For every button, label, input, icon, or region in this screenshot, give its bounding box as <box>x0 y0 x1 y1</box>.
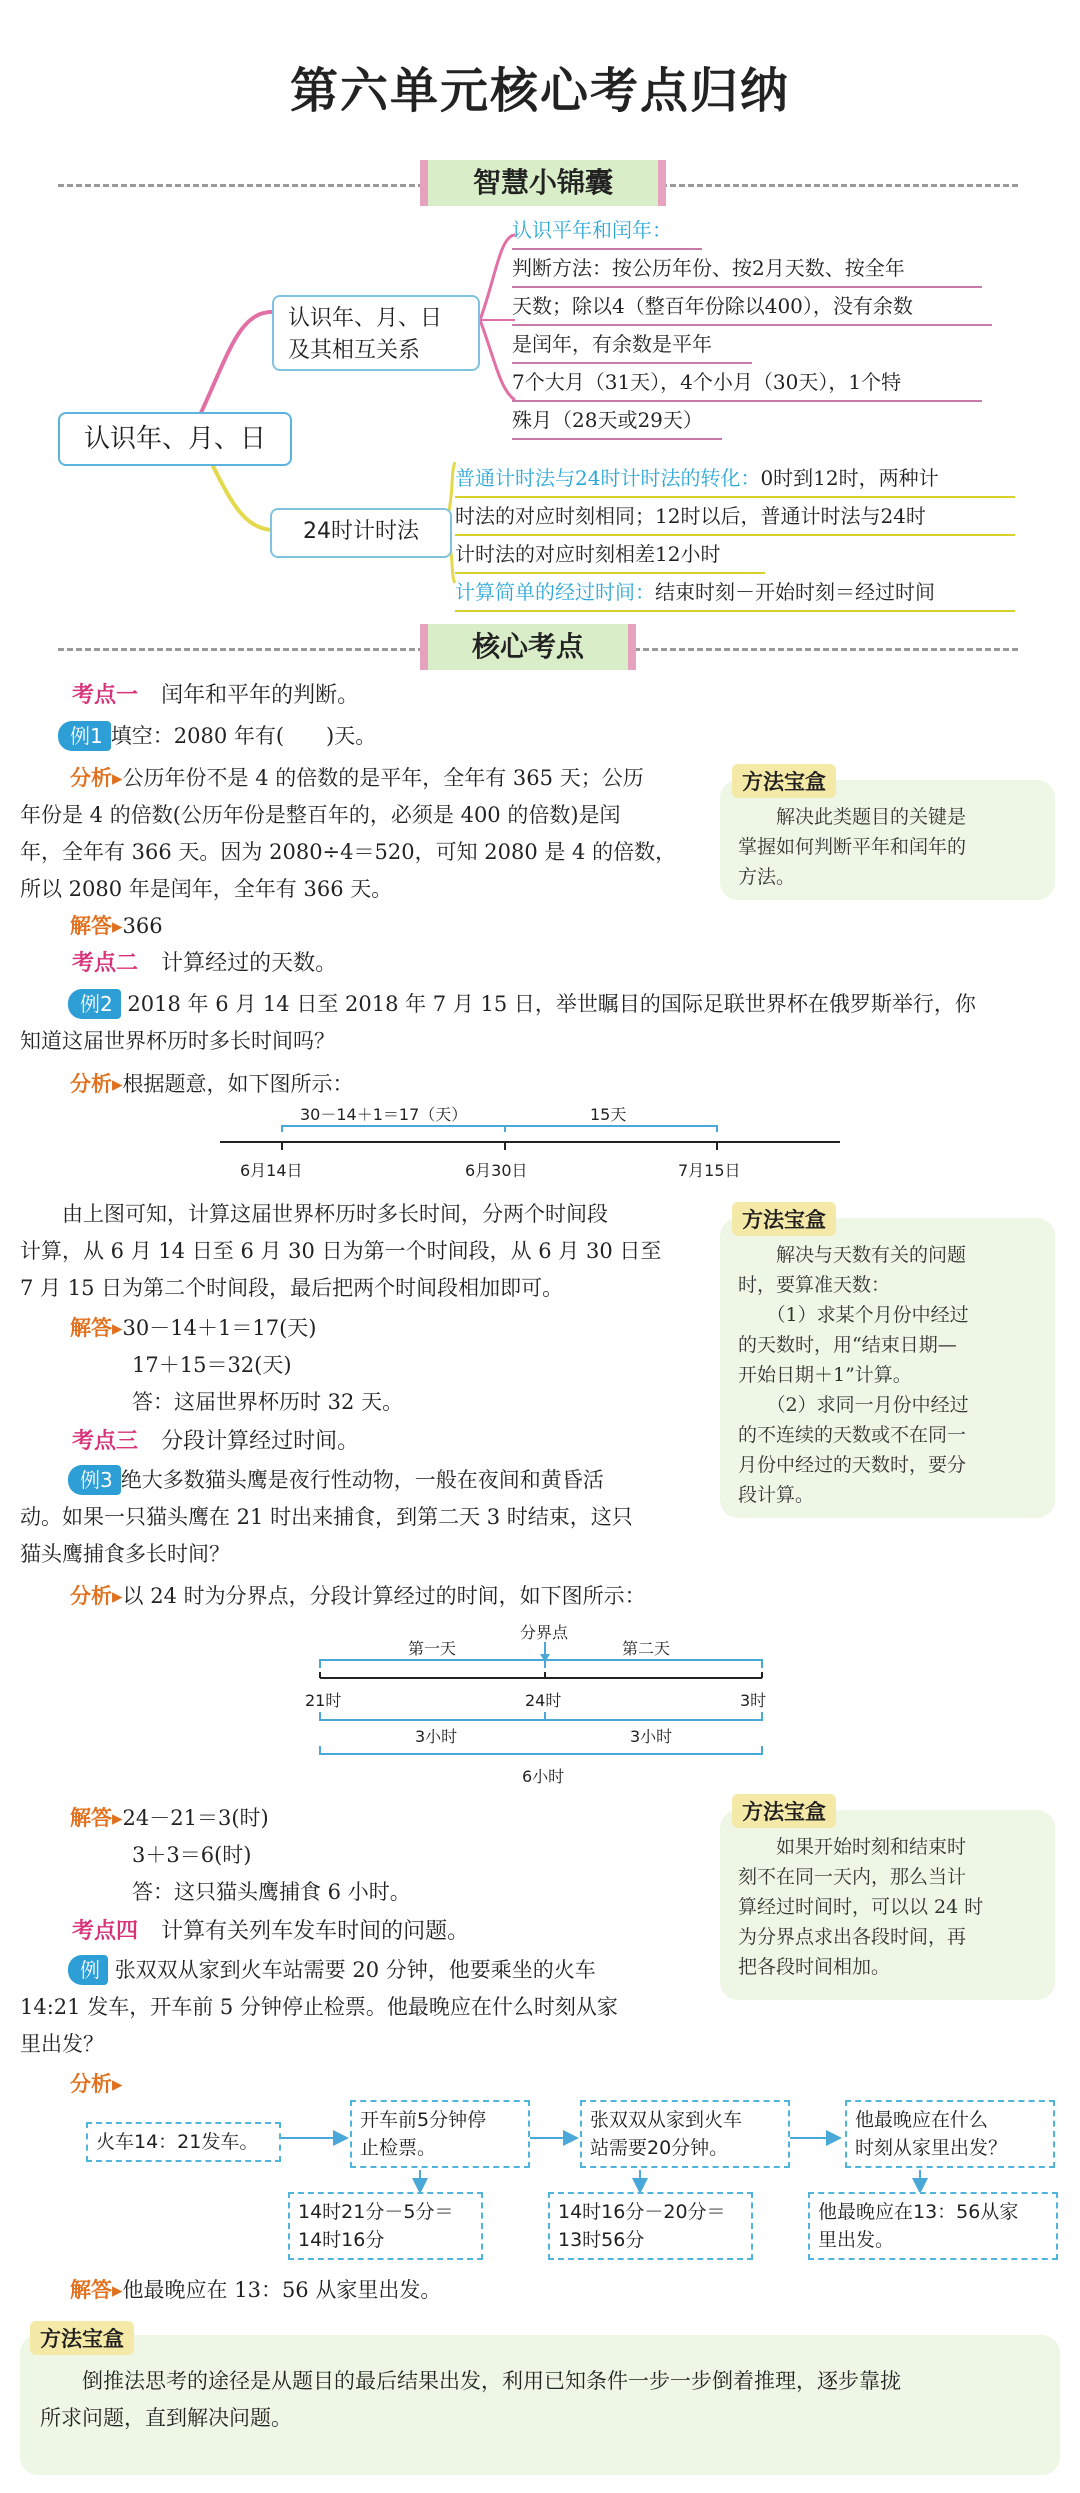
analysis-label: 分析▸ <box>70 1072 123 1096</box>
mindmap-root: 认识年、月、日 <box>58 412 292 466</box>
note-line: 是闰年，有余数是平年 <box>512 326 752 364</box>
tick-label: 6月14日 <box>240 1161 303 1180</box>
flow-step-text: 火车14：21发车。 <box>96 2131 259 2153</box>
analysis-2-head <box>70 1066 354 1103</box>
flow-calc-text: 14时16分－20分＝ 13时56分 <box>558 2201 726 2251</box>
method-line: 所求问题，直到解决问题。 <box>40 2406 292 2430</box>
example-line: 14:21 发车，开车前 5 分钟停止检票。他最晚应在什么时刻从家 <box>20 1995 618 2019</box>
answer-text: 366 <box>122 914 163 938</box>
method-line: 刻不在同一天内，那么当计 <box>738 1866 967 1888</box>
note-text: 计时法的对应时刻相差12小时 <box>455 542 721 566</box>
example-text: 填空：2080 年有( )天。 <box>110 724 377 748</box>
method-box-1 <box>720 770 1055 900</box>
answer-line: 答：这届世界杯历时 32 天。 <box>132 1390 404 1414</box>
answer-line: 24－21＝3(时) <box>122 1806 269 1830</box>
analysis-text: 以 24 时为分界点，分段计算经过的时间，如下图所示： <box>122 1584 646 1608</box>
example-line: 动。如果一只猫头鹰在 21 时出来捕食，到第二天 3 时结束，这只 <box>20 1505 633 1529</box>
tick-label: 24时 <box>525 1691 562 1710</box>
analysis-line: 公历年份不是 4 的倍数的是平年，全年有 365 天；公历 <box>122 766 644 790</box>
flow-step <box>845 2100 1055 2168</box>
answer-line: 30－14＋1＝17(天) <box>122 1316 317 1340</box>
method-box-3 <box>720 1800 1055 2000</box>
analysis-line: 年，全年有 366 天。因为 2080÷4＝520，可知 2080 是 4 的倍数， <box>20 840 677 864</box>
kaodian-label: 考点三 <box>72 1429 139 1454</box>
analysis-label: 分析▸ <box>70 766 123 790</box>
method-line: 段计算。 <box>738 1484 815 1506</box>
method-line: 的天数时，用“结束日期— <box>738 1334 957 1356</box>
section-banner-tips: 智慧小锦囊 <box>420 160 666 206</box>
note-text: 结束时刻－开始时刻＝经过时间 <box>655 580 935 604</box>
answer-2 <box>70 1310 403 1421</box>
answer-line: 3＋3＝6(时) <box>132 1843 252 1867</box>
explain-line: 计算，从 6 月 14 日至 6 月 30 日为第一个时间段，从 6 月 30 日至 <box>20 1239 662 1263</box>
flow-calc-text: 他最晚应在13：56从家 里出发。 <box>818 2201 1019 2251</box>
flow-calc-text: 14时21分－5分＝ 14时16分 <box>298 2201 454 2251</box>
analysis-label: 分析▸ <box>70 2072 123 2096</box>
span-label: 3小时 <box>415 1727 458 1746</box>
split-label: 分界点 <box>520 1623 569 1642</box>
flow-step-text: 他最晚应在什么 时刻从家里出发？ <box>855 2109 1008 2159</box>
kaodian-4-heading <box>72 1914 469 1945</box>
example-2 <box>20 986 1060 1060</box>
mindmap-branch-ymd <box>272 295 480 371</box>
flow-step-text: 开车前5分钟停 止检票。 <box>360 2109 487 2159</box>
flow-step <box>350 2100 530 2168</box>
kaodian-text: 闰年和平年的判断。 <box>161 683 360 708</box>
method-title: 方法宝盒 <box>30 2321 134 2355</box>
answer-line: 答：这只猫头鹰捕食 6 小时。 <box>132 1880 411 1904</box>
method-title: 方法宝盒 <box>732 764 836 798</box>
example-badge: 例1 <box>58 721 111 751</box>
method-box-4 <box>20 2327 1060 2475</box>
segment-label: 30－14＋1＝17（天） <box>300 1105 468 1124</box>
example-badge: 例 <box>68 1955 108 1985</box>
day-label: 第二天 <box>622 1639 671 1658</box>
example-line: 2018 年 6 月 14 日至 2018 年 7 月 15 日，举世瞩目的国际足联世界杯在俄罗斯举行，你 <box>127 992 976 1016</box>
note-line: 7个大月（31天），4个小月（30天），1个特 <box>512 364 982 402</box>
example-line: 猫头鹰捕食多长时间？ <box>20 1542 230 1566</box>
section-banner-core: 核心考点 <box>420 624 636 670</box>
method-line: （2）求同一月份中经过 <box>738 1394 969 1416</box>
note-line: 判断方法：按公历年份、按2月天数、按全年 <box>512 250 982 288</box>
method-title: 方法宝盒 <box>732 1202 836 1236</box>
kaodian-text: 计算有关列车发车时间的问题。 <box>161 1919 470 1944</box>
flow-step-text: 张双双从家到火车 站需要20分钟。 <box>590 2109 743 2159</box>
example-4 <box>20 1952 710 2063</box>
tick-label: 3时 <box>740 1691 767 1710</box>
method-line: 算经过时间时，可以以 24 时 <box>738 1896 984 1918</box>
flow-calc <box>288 2192 483 2260</box>
analysis-text: 根据题意，如下图所示： <box>122 1072 354 1096</box>
explain-line: 7 月 15 日为第二个时间段，最后把两个时间段相加即可。 <box>20 1276 564 1300</box>
flow-step <box>580 2100 790 2168</box>
answer-3 <box>70 1800 411 1911</box>
example-line: 张双双从家到火车站需要 20 分钟，他要乘坐的火车 <box>114 1958 596 1982</box>
kaodian-label: 考点二 <box>72 951 139 976</box>
method-line: 方法。 <box>738 866 796 888</box>
flow-calc <box>548 2192 753 2260</box>
method-line: 的不连续的天数或不在同一 <box>738 1424 967 1446</box>
answer-label: 解答▸ <box>70 2278 123 2302</box>
days-diagram <box>0 1100 1080 1180</box>
answer-label: 解答▸ <box>70 914 123 938</box>
answer-line: 17＋15＝32(天) <box>132 1353 292 1377</box>
note-text: 时法的对应时刻相同；12时以后，普通计时法与24时 <box>455 504 926 528</box>
note-line: 天数；除以4（整百年份除以400），没有余数 <box>512 288 992 326</box>
kaodian-2-heading <box>72 946 337 977</box>
span-label: 3小时 <box>630 1727 673 1746</box>
method-line: 如果开始时刻和结束时 <box>738 1836 967 1858</box>
example-3 <box>20 1462 710 1573</box>
flow-step <box>86 2122 281 2162</box>
answer-1 <box>70 908 163 945</box>
method-line: 把各段时间相加。 <box>738 1956 891 1978</box>
mindmap-branch-24h: 24时计时法 <box>270 508 452 558</box>
method-line: 月份中经过的天数时，要分 <box>738 1454 967 1476</box>
kaodian-text: 计算经过的天数。 <box>161 951 338 976</box>
flow-calc <box>808 2192 1058 2260</box>
answer-label: 解答▸ <box>70 1806 123 1830</box>
note-line: 殊月（28天或29天） <box>512 402 722 440</box>
method-line: 开始日期＋1”计算。 <box>738 1364 912 1386</box>
span-label: 6小时 <box>522 1767 565 1786</box>
tick-label: 21时 <box>305 1691 342 1710</box>
method-line: 解决与天数有关的问题 <box>738 1244 967 1266</box>
method-line: （1）求某个月份中经过 <box>738 1304 969 1326</box>
branch-line: 及其相互关系 <box>288 338 421 363</box>
page-title: 第六单元核心考点归纳 <box>289 63 790 119</box>
analysis-1 <box>20 760 700 908</box>
analysis-line: 所以 2080 年是闰年，全年有 366 天。 <box>20 877 393 901</box>
example-1 <box>58 718 376 755</box>
segment-label: 15天 <box>590 1105 627 1124</box>
method-line: 为分界点求出各段时间，再 <box>738 1926 967 1948</box>
method-line: 解决此类题目的关键是 <box>738 806 967 828</box>
analysis-3-head <box>70 1578 646 1615</box>
analysis-label: 分析▸ <box>70 1584 123 1608</box>
note-text: 0时到12时，两种计 <box>760 466 939 490</box>
kaodian-3-heading <box>72 1424 359 1455</box>
tick-label: 7月15日 <box>678 1161 741 1180</box>
method-line: 时，要算准天数： <box>738 1274 891 1296</box>
kaodian-text: 分段计算经过时间。 <box>161 1429 360 1454</box>
tick-label: 6月30日 <box>465 1161 528 1180</box>
note-line: 认识平年和闰年： <box>512 212 702 250</box>
method-line: 倒推法思考的途径是从题目的最后结果出发，利用已知条件一步一步倒着推理，逐步靠拢 <box>40 2369 901 2393</box>
kaodian-1-heading <box>72 678 359 709</box>
method-line: 掌握如何判断平年和闰年的 <box>738 836 967 858</box>
branch-line: 认识年、月、日 <box>288 306 443 331</box>
answer-label: 解答▸ <box>70 1316 123 1340</box>
note-blue: 普通计时法与24时计时法的转化： <box>455 466 761 490</box>
analysis-line: 年份是 4 的倍数(公历年份是整百年的，必须是 400 的倍数)是闰 <box>20 803 621 827</box>
example-line: 绝大多数猫头鹰是夜行性动物，一般在夜间和黄昏活 <box>120 1468 604 1492</box>
day-label: 第一天 <box>408 1639 457 1658</box>
answer-4 <box>70 2272 441 2309</box>
answer-text: 他最晚应在 13：56 从家里出发。 <box>122 2278 442 2302</box>
example-line: 里出发？ <box>20 2032 104 2056</box>
explain-line: 由上图可知，计算这届世界杯历时多长时间，分两个时间段 <box>20 1202 608 1226</box>
mindmap-ymd-notes <box>512 212 992 440</box>
kaodian-label: 考点一 <box>72 683 139 708</box>
method-box-2 <box>720 1208 1055 1518</box>
explain-2 <box>20 1196 710 1307</box>
example-badge: 例2 <box>68 989 121 1019</box>
example-line: 知道这届世界杯历时多长时间吗？ <box>20 1029 335 1053</box>
method-title: 方法宝盒 <box>732 1794 836 1828</box>
note-blue: 计算简单的经过时间： <box>455 580 655 604</box>
mindmap-24h-notes <box>455 460 1015 612</box>
example-badge: 例3 <box>68 1465 121 1495</box>
kaodian-label: 考点四 <box>72 1919 139 1944</box>
